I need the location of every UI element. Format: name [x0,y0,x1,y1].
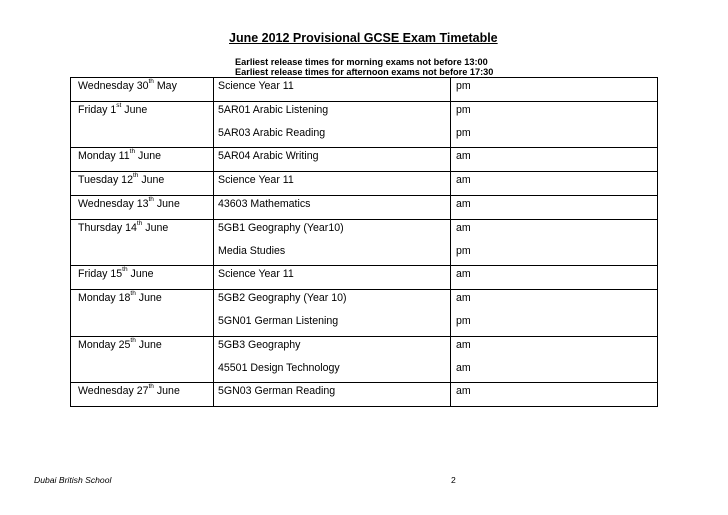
exam-date-month: June [138,292,162,305]
exam-subject: 5AR01 Arabic Listening [218,103,329,116]
exam-entry [70,337,658,360]
exam-date-ordinal: th [130,336,136,344]
timetable-day-row [70,290,658,337]
exam-date [78,101,148,116]
exam-date-day: Monday 18 [78,292,131,305]
exam-date-month: June [156,197,180,210]
exam-date-month: June [138,338,162,351]
exam-subject: 5GB1 Geography (Year10) [218,221,344,234]
exam-date [78,219,169,234]
exam-session: pm [456,126,471,139]
exam-session: am [456,174,471,187]
exam-entry [70,125,658,148]
exam-date-month: June [141,174,165,187]
exam-date [78,290,162,305]
exam-date-ordinal: th [136,219,143,227]
exam-date [78,336,162,351]
exam-date-month: June [145,221,169,234]
exam-date [78,172,165,187]
exam-session: am [456,150,471,163]
timetable-day-row [70,383,658,407]
timetable-day-row [70,196,658,220]
exam-subject: 45501 Design Technology [218,361,340,374]
timetable-day-row [70,148,658,172]
timetable-day-row [70,172,658,196]
exam-date-day: Tuesday 12 [78,174,133,187]
timetable-day-row [70,77,658,102]
exam-session: pm [456,244,471,257]
exam-date-day: Friday 15 [78,268,123,281]
exam-subject: 5AR03 Arabic Reading [218,126,326,139]
exam-date [78,266,154,281]
exam-entry [70,102,658,125]
exam-session: am [456,197,471,210]
exam-subject: 5AR04 Arabic Writing [218,150,319,163]
exam-session: am [456,268,471,281]
exam-date-day: Wednesday 27 [78,385,149,398]
exam-timetable [70,77,658,407]
exam-date [78,148,161,163]
exam-date-ordinal: th [130,290,136,298]
exam-date-ordinal: th [148,195,154,203]
exam-session: pm [456,314,471,327]
exam-date-ordinal: th [129,148,136,156]
exam-date-day: Wednesday 30 [78,80,149,92]
exam-session: am [456,385,471,398]
exam-subject: Science Year 11 [218,268,294,281]
exam-subject: 43603 Mathematics [218,197,311,210]
exam-entry [70,196,658,219]
exam-date-month: June [124,103,148,116]
exam-entry [70,383,658,406]
exam-subject: Science Year 11 [218,174,294,187]
exam-subject: 5GN01 German Listening [218,314,339,327]
exam-date-ordinal: th [122,266,128,274]
exam-date-ordinal: th [148,78,154,85]
exam-session: pm [456,103,471,116]
exam-date-ordinal: th [132,172,139,180]
exam-date-day: Wednesday 13 [78,197,149,210]
exam-entry [70,266,658,289]
timetable-day-row [70,266,658,290]
exam-session: am [456,292,471,305]
exam-entry [70,78,658,101]
exam-entry [70,148,658,171]
timetable-day-row [70,337,658,384]
exam-session: am [456,221,471,234]
exam-date-month: June [156,385,180,398]
timetable-day-row [70,220,658,267]
exam-entry [70,243,658,266]
exam-subject: 5GB3 Geography [218,338,301,351]
exam-date-day: Monday 11 [78,150,130,163]
exam-entry [70,290,658,313]
exam-session: am [456,338,471,351]
exam-subject: Media Studies [218,244,286,257]
exam-date-day: Monday 25 [78,338,131,351]
exam-date-month: June [138,150,161,163]
release-time-afternoon: Earliest release times for afternoon exams not before 17:30 [235,67,494,77]
exam-date-day: Thursday 14 [78,221,137,234]
page-title: June 2012 Provisional GCSE Exam Timetable [229,31,498,45]
exam-entry [70,172,658,195]
exam-date-month: June [130,268,154,281]
exam-date [78,195,180,210]
exam-entry [70,360,658,383]
release-time-morning: Earliest release times for morning exams not before 13:00 [235,57,488,67]
exam-date-month: May [156,80,177,92]
timetable-day-row [70,102,658,149]
exam-entry [70,313,658,336]
exam-subject: 5GN03 German Reading [218,385,336,398]
footer-school-name: Dubai British School [34,475,112,485]
exam-entry [70,220,658,243]
exam-date-ordinal: th [148,383,154,391]
exam-subject: 5GB2 Geography (Year 10) [218,292,347,305]
exam-date [78,383,180,398]
footer-page-number: 2 [451,475,456,485]
exam-session: pm [456,80,471,92]
exam-date-day: Friday 1 [78,103,117,116]
exam-subject: Science Year 11 [218,80,294,92]
exam-session: am [456,361,471,374]
exam-date-ordinal: st [116,101,122,109]
exam-date [78,78,177,92]
